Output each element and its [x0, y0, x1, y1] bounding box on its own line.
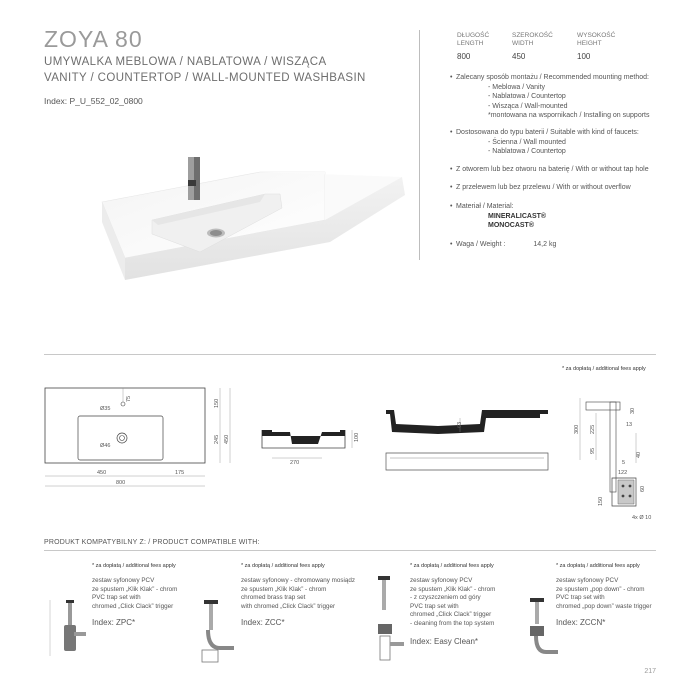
height-value: 100 [577, 52, 591, 61]
length-dimension [457, 32, 507, 61]
product-description-zccn [556, 577, 652, 611]
mounting-method-spec: • Zalecany sposób montażu / Recommended mounting method: - Meblowa / Vanity - Nablatowa / Countertop - Wisząca / Wall-mounted *montowana na wspornikach / Installing on supports [450, 74, 650, 119]
dim-label: 245 [214, 434, 220, 444]
section-divider [44, 354, 656, 355]
faucet-spec: • Dostosowana do typu baterii / Suitable with kind of faucets: - Ścienna / Wall mounted - Nablatowa / Countertop [450, 129, 639, 155]
width-label-pl: SZEROKOŚĆ [512, 32, 553, 39]
desc-line: chromed „Click Clack” trigger [410, 611, 492, 618]
mounting-item: - Wisząca / Wall-mounted [488, 102, 568, 110]
dim-label: 150 [598, 496, 604, 506]
bracket-drawing [580, 398, 636, 506]
trap-drawing-zccn [516, 592, 560, 664]
dim-label: 175 [175, 470, 185, 476]
length-label-pl: DŁUGOŚĆ [457, 32, 490, 39]
drawing-fees-note: * za dopłatą / additional fees apply [562, 366, 646, 372]
washbasin-image [90, 150, 415, 285]
dim-label: 270 [290, 460, 300, 466]
dim-label: 450 [97, 470, 107, 476]
desc-line: ze spustem „Klik Klak” - chrom [241, 585, 327, 593]
trap-drawing-zpc [44, 596, 88, 662]
overflow-text: Z przelewem lub bez przelewu / With or without overflow [456, 184, 631, 191]
desc-line: with chromed „Click Clack” trigger [241, 602, 336, 610]
trap-drawing-zcc [190, 596, 240, 666]
mounting-item: - Meblowa / Vanity [488, 83, 546, 91]
dim-label: 30 [630, 407, 636, 414]
length-label-en: LENGTH [457, 40, 484, 47]
fee-note: * za dopłatą / additional fees apply [92, 563, 176, 569]
width-value: 450 [512, 52, 526, 61]
material-spec: • Materiał / Material: MINERALICAST® MONOCAST® [450, 203, 547, 229]
desc-line: chromed „pop down” waste trigger [556, 602, 652, 610]
product-index-zpc: Index: ZPC* [92, 618, 136, 627]
product-description-zcc [241, 577, 355, 611]
height-label-pl: WYSOKOŚĆ [577, 32, 616, 39]
desc-line: chromed „Click Clack” trigger [92, 602, 174, 610]
product-description-zpc [92, 577, 177, 611]
product-index-zccn: Index: ZCCN* [556, 618, 606, 627]
dim-label: 63 [457, 421, 463, 428]
dim-label: 150 [214, 398, 220, 408]
dim-label: 450 [224, 434, 230, 444]
product-index-zcc: Index: ZCC* [241, 618, 285, 627]
desc-line: zestaw syfonowy PCV [556, 577, 619, 584]
overflow-spec: • Z przelewem lub bez przelewu / With or without overflow [450, 184, 631, 191]
weight-spec: • Waga / Weight : 14,2 kg [450, 241, 557, 248]
product-subtitle-line-2: VANITY / COUNTERTOP / WALL-MOUNTED WASHBASIN [44, 72, 366, 84]
desc-line: zestaw syfonowy - chromowany mosiądz [241, 577, 356, 584]
dim-label: 225 [590, 424, 596, 434]
page-number: 217 [644, 668, 656, 675]
product-index-easy-clean: Index: Easy Clean* [410, 637, 479, 646]
dim-label: 300 [574, 424, 580, 434]
dim-label: 95 [590, 447, 596, 454]
desc-line: PVC trap set with [92, 594, 141, 601]
height-dimension [577, 32, 632, 61]
fee-note: * za dopłatą / additional fees apply [241, 563, 325, 569]
width-dimension [512, 32, 567, 61]
height-label-en: HEIGHT [577, 40, 602, 47]
side-view-drawing [262, 430, 352, 458]
faucet-heading: Dostosowana do typu baterii / Suitable with kind of faucets: [456, 129, 639, 136]
desc-line: chromed brass trap set [241, 594, 306, 601]
technical-drawings [40, 378, 660, 528]
product-title: ZOYA 80 [44, 26, 143, 52]
dim-label: 4x Ø 10 [632, 515, 652, 521]
material-heading: Materiał / Material: [456, 203, 514, 210]
tap-hole-spec: • Z otworem lub bez otworu na baterię / With or without tap hole [450, 166, 649, 173]
faucet-item: - Ścienna / Wall mounted [488, 138, 566, 146]
material-item: MINERALICAST® [488, 212, 547, 220]
trap-drawing-easy-clean [362, 572, 408, 664]
desc-line: PVC trap set with [556, 594, 605, 601]
desc-line: - z czyszczeniem od góry [410, 594, 481, 601]
material-item: MONOCAST® [488, 222, 534, 229]
weight-label: Waga / Weight : [456, 241, 506, 248]
product-description-easy-clean [410, 577, 495, 628]
desc-line: PVC trap set with [410, 602, 459, 610]
mounting-item: - Nablatowa / Countertop [488, 93, 566, 100]
dim-label: 5 [622, 460, 626, 466]
product-subtitle-line-1: UMYWALKA MEBLOWA / NABLATOWA / WISZĄCA [44, 56, 327, 68]
faucet-item: - Nablatowa / Countertop [488, 148, 566, 155]
vertical-divider [419, 30, 420, 260]
section-view-drawing [386, 410, 548, 470]
fee-note: * za dopłatą / additional fees apply [556, 563, 640, 569]
desc-line: ze spustem „pop down” - chrom [556, 585, 645, 593]
width-label-en: WIDTH [512, 40, 534, 47]
compatible-divider [44, 550, 656, 551]
mounting-item: *montowana na wspornikach / Installing on supports [488, 112, 650, 119]
dim-label: 122 [618, 470, 628, 476]
desc-line: - cleaning from the top system [410, 619, 495, 627]
desc-line: zestaw syfonowy PCV [92, 577, 155, 584]
top-view-drawing [45, 388, 230, 486]
desc-line: zestaw syfonowy PCV [410, 577, 473, 584]
dim-label: Ø35 [100, 406, 111, 412]
product-index: Index: P_U_552_02_0800 [44, 96, 143, 106]
dim-label: 800 [116, 480, 126, 486]
fee-note: * za dopłatą / additional fees apply [410, 563, 494, 569]
desc-line: ze spustem „Klik Klak” - chrom [92, 585, 178, 593]
compatible-products-title: PRODUKT KOMPATYBILNY Z: / PRODUCT COMPATIBLE WITH: [44, 539, 260, 546]
weight-value: 14,2 kg [533, 241, 557, 248]
desc-line: ze spustem „Klik Klak” - chrom [410, 585, 496, 593]
tap-hole-text: Z otworem lub bez otworu na baterię / With or without tap hole [456, 166, 649, 173]
dim-label: 13 [626, 422, 633, 428]
length-value: 800 [457, 52, 471, 61]
dim-label: Ø46 [100, 443, 111, 449]
dim-label: 100 [354, 432, 360, 442]
mounting-heading: Zalecany sposób montażu / Recommended mounting method: [456, 74, 649, 81]
dim-label: 40 [636, 451, 642, 458]
dim-label: 75 [126, 395, 132, 402]
dim-label: 60 [640, 485, 646, 492]
